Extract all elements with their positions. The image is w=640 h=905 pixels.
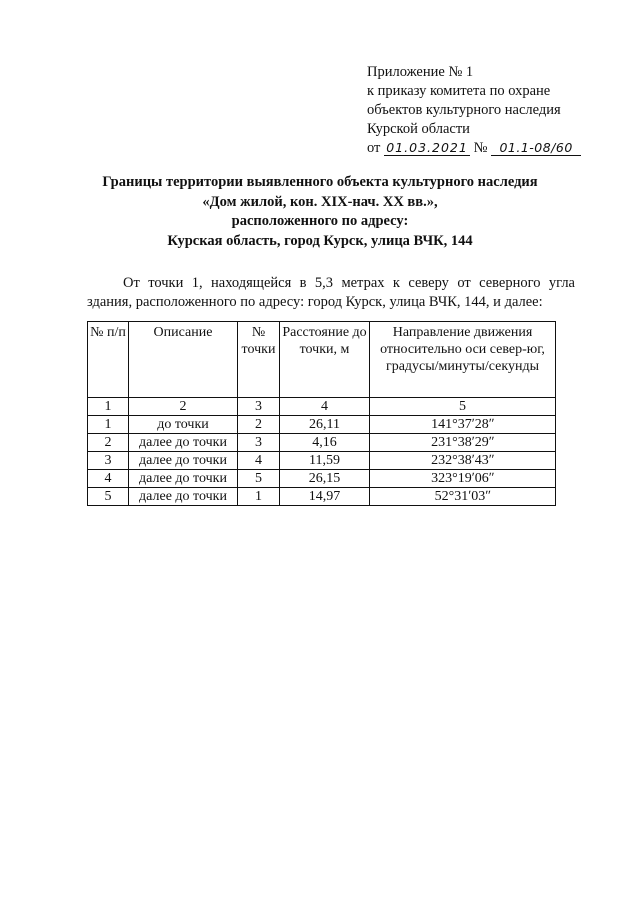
paragraph-line: здания, расположенного по адресу: город Курск, улица ВЧК, 144, и далее: xyxy=(87,294,543,310)
handwritten-date: 01.03.2021 xyxy=(384,141,470,156)
header-description: Описание xyxy=(129,322,238,398)
boundary-points-table xyxy=(87,321,556,506)
table-cell: 11,59 xyxy=(280,452,370,470)
table-cell: 1 xyxy=(88,398,129,416)
table-cell: 4 xyxy=(238,452,280,470)
order-date-number-line xyxy=(367,139,581,158)
table-row xyxy=(88,488,556,506)
appendix-line: к приказу комитета по охране xyxy=(367,83,551,99)
number-label: № xyxy=(473,140,488,156)
appendix-block xyxy=(367,63,581,158)
appendix-line: Приложение № 1 xyxy=(367,64,474,80)
table-cell: 14,97 xyxy=(280,488,370,506)
table-cell: 2 xyxy=(238,416,280,434)
table-cell: 232°38ʹ43ʺ xyxy=(370,452,556,470)
header-point: № точки xyxy=(238,322,280,398)
table-cell: 52°31ʹ03ʺ xyxy=(370,488,556,506)
appendix-line: объектов культурного наследия xyxy=(367,102,561,118)
table-row xyxy=(88,470,556,488)
table-cell: 4,16 xyxy=(280,434,370,452)
appendix-line: Курской области xyxy=(367,121,470,137)
from-label: от xyxy=(367,140,381,156)
table-cell: 4 xyxy=(88,470,129,488)
table-cell: до точки xyxy=(129,416,238,434)
table-cell: 323°19ʹ06ʺ xyxy=(370,470,556,488)
table-cell: 3 xyxy=(88,452,129,470)
table-cell: 5 xyxy=(370,398,556,416)
table-cell: далее до точки xyxy=(129,488,238,506)
table-cell: 26,11 xyxy=(280,416,370,434)
table-header-row xyxy=(88,322,556,398)
table-row xyxy=(88,452,556,470)
table-cell: 141°37ʹ28ʺ xyxy=(370,416,556,434)
title-line: Границы территории выявленного объекта культурного наследия xyxy=(102,174,538,190)
table-cell: 3 xyxy=(238,398,280,416)
table-row xyxy=(88,416,556,434)
handwritten-number: 01.1-08/60 xyxy=(491,141,581,156)
table-cell: 231°38ʹ29ʺ xyxy=(370,434,556,452)
table-row xyxy=(88,434,556,452)
table-cell: 5 xyxy=(238,470,280,488)
table-cell: 4 xyxy=(280,398,370,416)
title-line: «Дом жилой, кон. XIX-нач. XX вв.», xyxy=(202,193,438,210)
table-cell: 2 xyxy=(88,434,129,452)
table-cell: 26,15 xyxy=(280,470,370,488)
header-distance: Расстояние до точки, м xyxy=(280,322,370,398)
table-cell: 5 xyxy=(88,488,129,506)
table-cell: далее до точки xyxy=(129,434,238,452)
intro-paragraph xyxy=(87,274,575,312)
table-cell: далее до точки xyxy=(129,470,238,488)
header-number: № п/п xyxy=(88,322,129,398)
table-cell: 1 xyxy=(88,416,129,434)
paragraph-line: От точки 1, находящейся в 5,3 метрах к северу от северного угла xyxy=(123,275,575,291)
title-line: Курская область, город Курск, улица ВЧК, 144 xyxy=(167,232,473,249)
table-cell: 3 xyxy=(238,434,280,452)
title-line: расположенного по адресу: xyxy=(231,213,409,229)
column-number-row xyxy=(88,398,556,416)
table-cell: далее до точки xyxy=(129,452,238,470)
table-cell: 2 xyxy=(129,398,238,416)
document-title xyxy=(60,173,580,251)
header-direction: Направление движения относительно оси север-юг, градусы/минуты/секунды xyxy=(370,322,556,398)
table-cell: 1 xyxy=(238,488,280,506)
